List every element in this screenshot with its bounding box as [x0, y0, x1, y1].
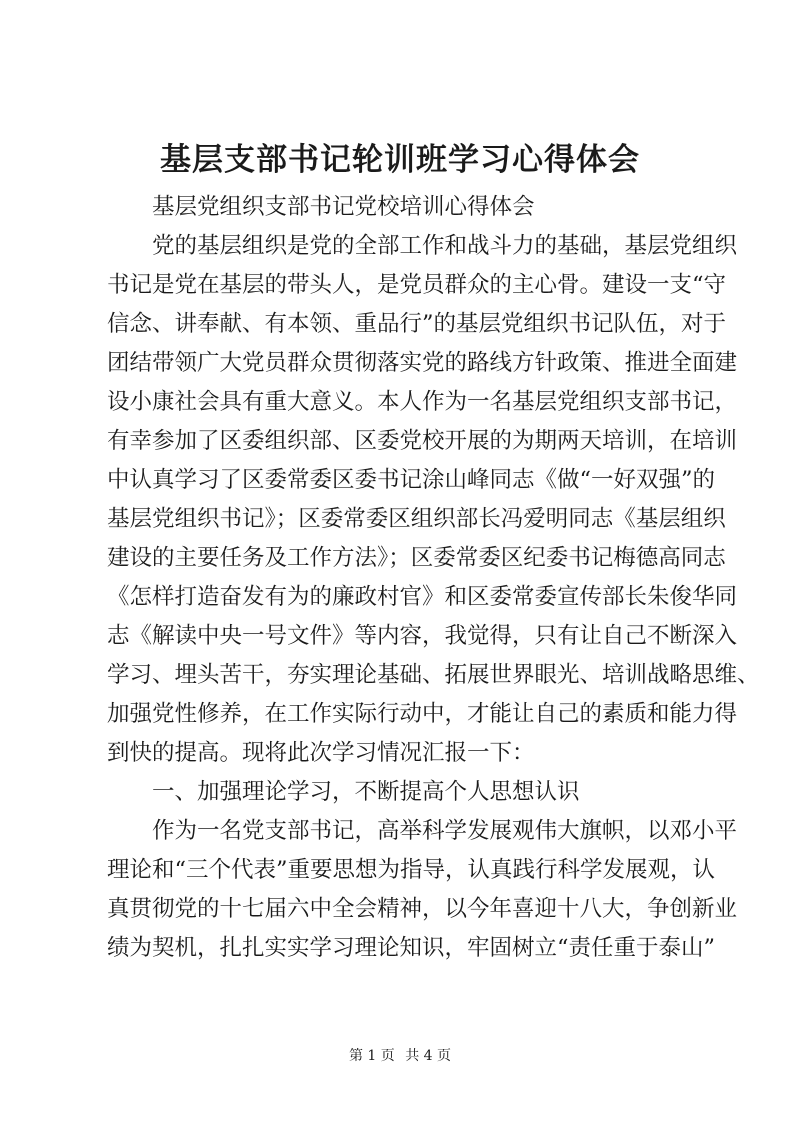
- page-number: 第 1 页: [348, 1048, 395, 1064]
- paragraph-line: 到快的提高。现将此次学习情况汇报一下：: [107, 740, 535, 766]
- paragraph-line: 作为一名党支部书记，高举科学发展观伟大旗帜，以邓小平: [152, 818, 738, 844]
- paragraph-line: 信念、讲奉献、有本领、重品行”的基层党组织书记队伍，对于: [107, 311, 727, 337]
- document-body: [107, 188, 760, 968]
- paragraph-line: 团结带领广大党员群众贯彻落实党的路线方针政策、推进全面建: [107, 350, 738, 376]
- paragraph-line: 真贯彻党的十七届六中全会精神，以今年喜迎十八大，争创新业: [107, 896, 738, 922]
- subtitle-line: 基层党组织支部书记党校培训心得体会: [152, 194, 535, 220]
- paragraph-line: 《怎样打造奋发有为的廉政村官》和区委常委宣传部长朱俊华同: [107, 584, 738, 610]
- paragraph-line: 志《解读中央一号文件》等内容，我觉得，只有让自己不断深入: [107, 623, 738, 649]
- paragraph-line: 有幸参加了区委组织部、区委党校开展的为期两天培训，在培训: [107, 428, 738, 454]
- paragraph-line: 建设的主要任务及工作方法》；区委常委区纪委书记梅德高同志: [107, 545, 726, 571]
- page-total: 共 4 页: [405, 1048, 452, 1064]
- paragraph-line: 学习、埋头苦干，夯实理论基础、拓展世界眼光、培训战略思维、: [107, 662, 760, 688]
- paragraph-line: 书记是党在基层的带头人，是党员群众的主心骨。建设一支“守: [107, 272, 727, 298]
- paragraph-line: 理论和“三个代表”重要思想为指导，认真践行科学发展观，认: [107, 857, 716, 883]
- paragraph-line: 绩为契机，扎扎实实学习理论知识，牢固树立“责任重于泰山”: [107, 935, 716, 961]
- page-title: 基层支部书记轮训班学习心得体会: [160, 142, 640, 178]
- paragraph-line: 设小康社会具有重大意义。本人作为一名基层党组织支部书记，: [107, 389, 738, 415]
- page-footer: [0, 1046, 800, 1066]
- paragraph-line: 党的基层组织是党的全部工作和战斗力的基础，基层党组织: [152, 233, 738, 259]
- section-heading: 一、加强理论学习，不断提高个人思想认识: [152, 779, 580, 805]
- paragraph-line: 中认真学习了区委常委区委书记涂山峰同志《做“一好双强”的: [107, 467, 716, 493]
- paragraph-line: 基层党组织书记》；区委常委区组织部长冯爱明同志《基层组织: [107, 506, 726, 532]
- paragraph-line: 加强党性修养，在工作实际行动中，才能让自己的素质和能力得: [107, 701, 738, 727]
